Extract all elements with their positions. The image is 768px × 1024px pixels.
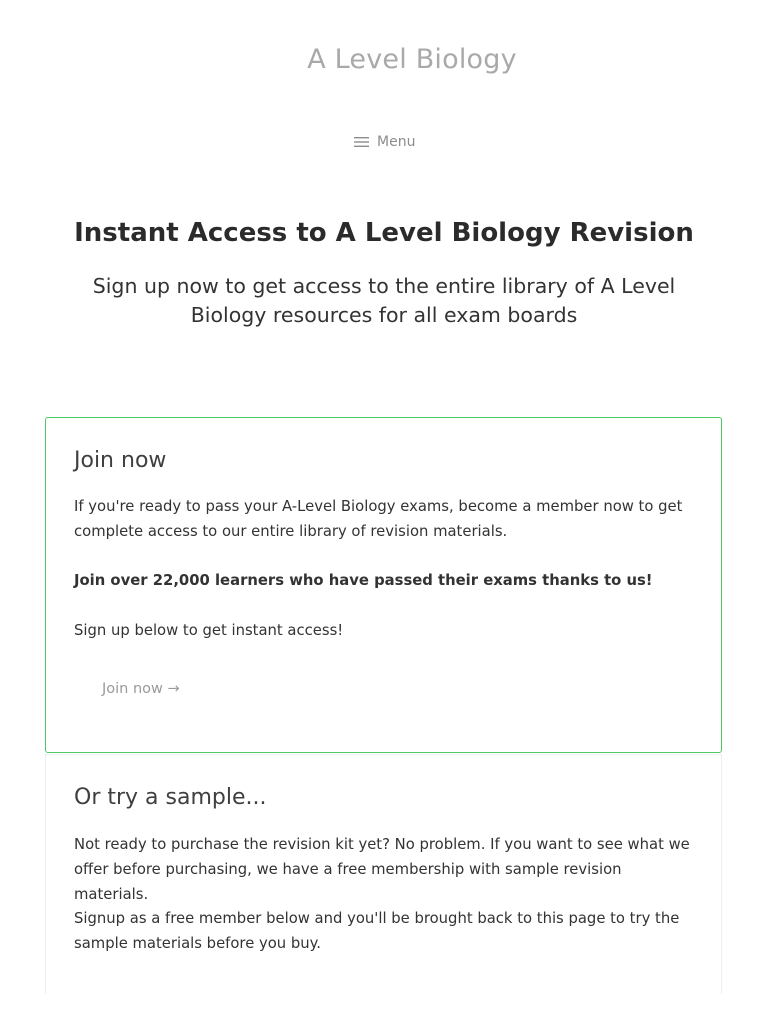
- join-card-description: If you're ready to pass your A-Level Biology exams, become a member now to get complete access to our entire library of revision materials.: [74, 498, 683, 540]
- site-title[interactable]: A Level Biology: [307, 44, 517, 75]
- join-now-link[interactable]: Join now →: [102, 681, 180, 697]
- page-title: Instant Access to A Level Biology Revision: [74, 218, 694, 248]
- join-card: [45, 417, 722, 753]
- menu-label: Menu: [377, 134, 416, 150]
- join-card-heading: Join now: [74, 448, 167, 473]
- page-subtitle: Sign up now to get access to the entire library of A Level Biology resources for all exam boards: [92, 274, 676, 327]
- sample-card-signup-text: Signup as a free member below and you'll be brought back to this page to try the sample materials before you buy.: [74, 910, 680, 952]
- menu-toggle-button[interactable]: [354, 130, 415, 154]
- sample-card-heading: Or try a sample...: [74, 785, 267, 810]
- sample-card-description: Not ready to purchase the revision kit yet? No problem. If you want to see what we offer before purchasing, we have a free membership with sample revision materials.: [74, 836, 690, 903]
- join-card-highlight: Join over 22,000 learners who have passed their exams thanks to us!: [74, 572, 653, 589]
- sample-card: [45, 754, 722, 994]
- hamburger-icon: [354, 136, 369, 148]
- join-card-cta-text: Sign up below to get instant access!: [74, 622, 344, 639]
